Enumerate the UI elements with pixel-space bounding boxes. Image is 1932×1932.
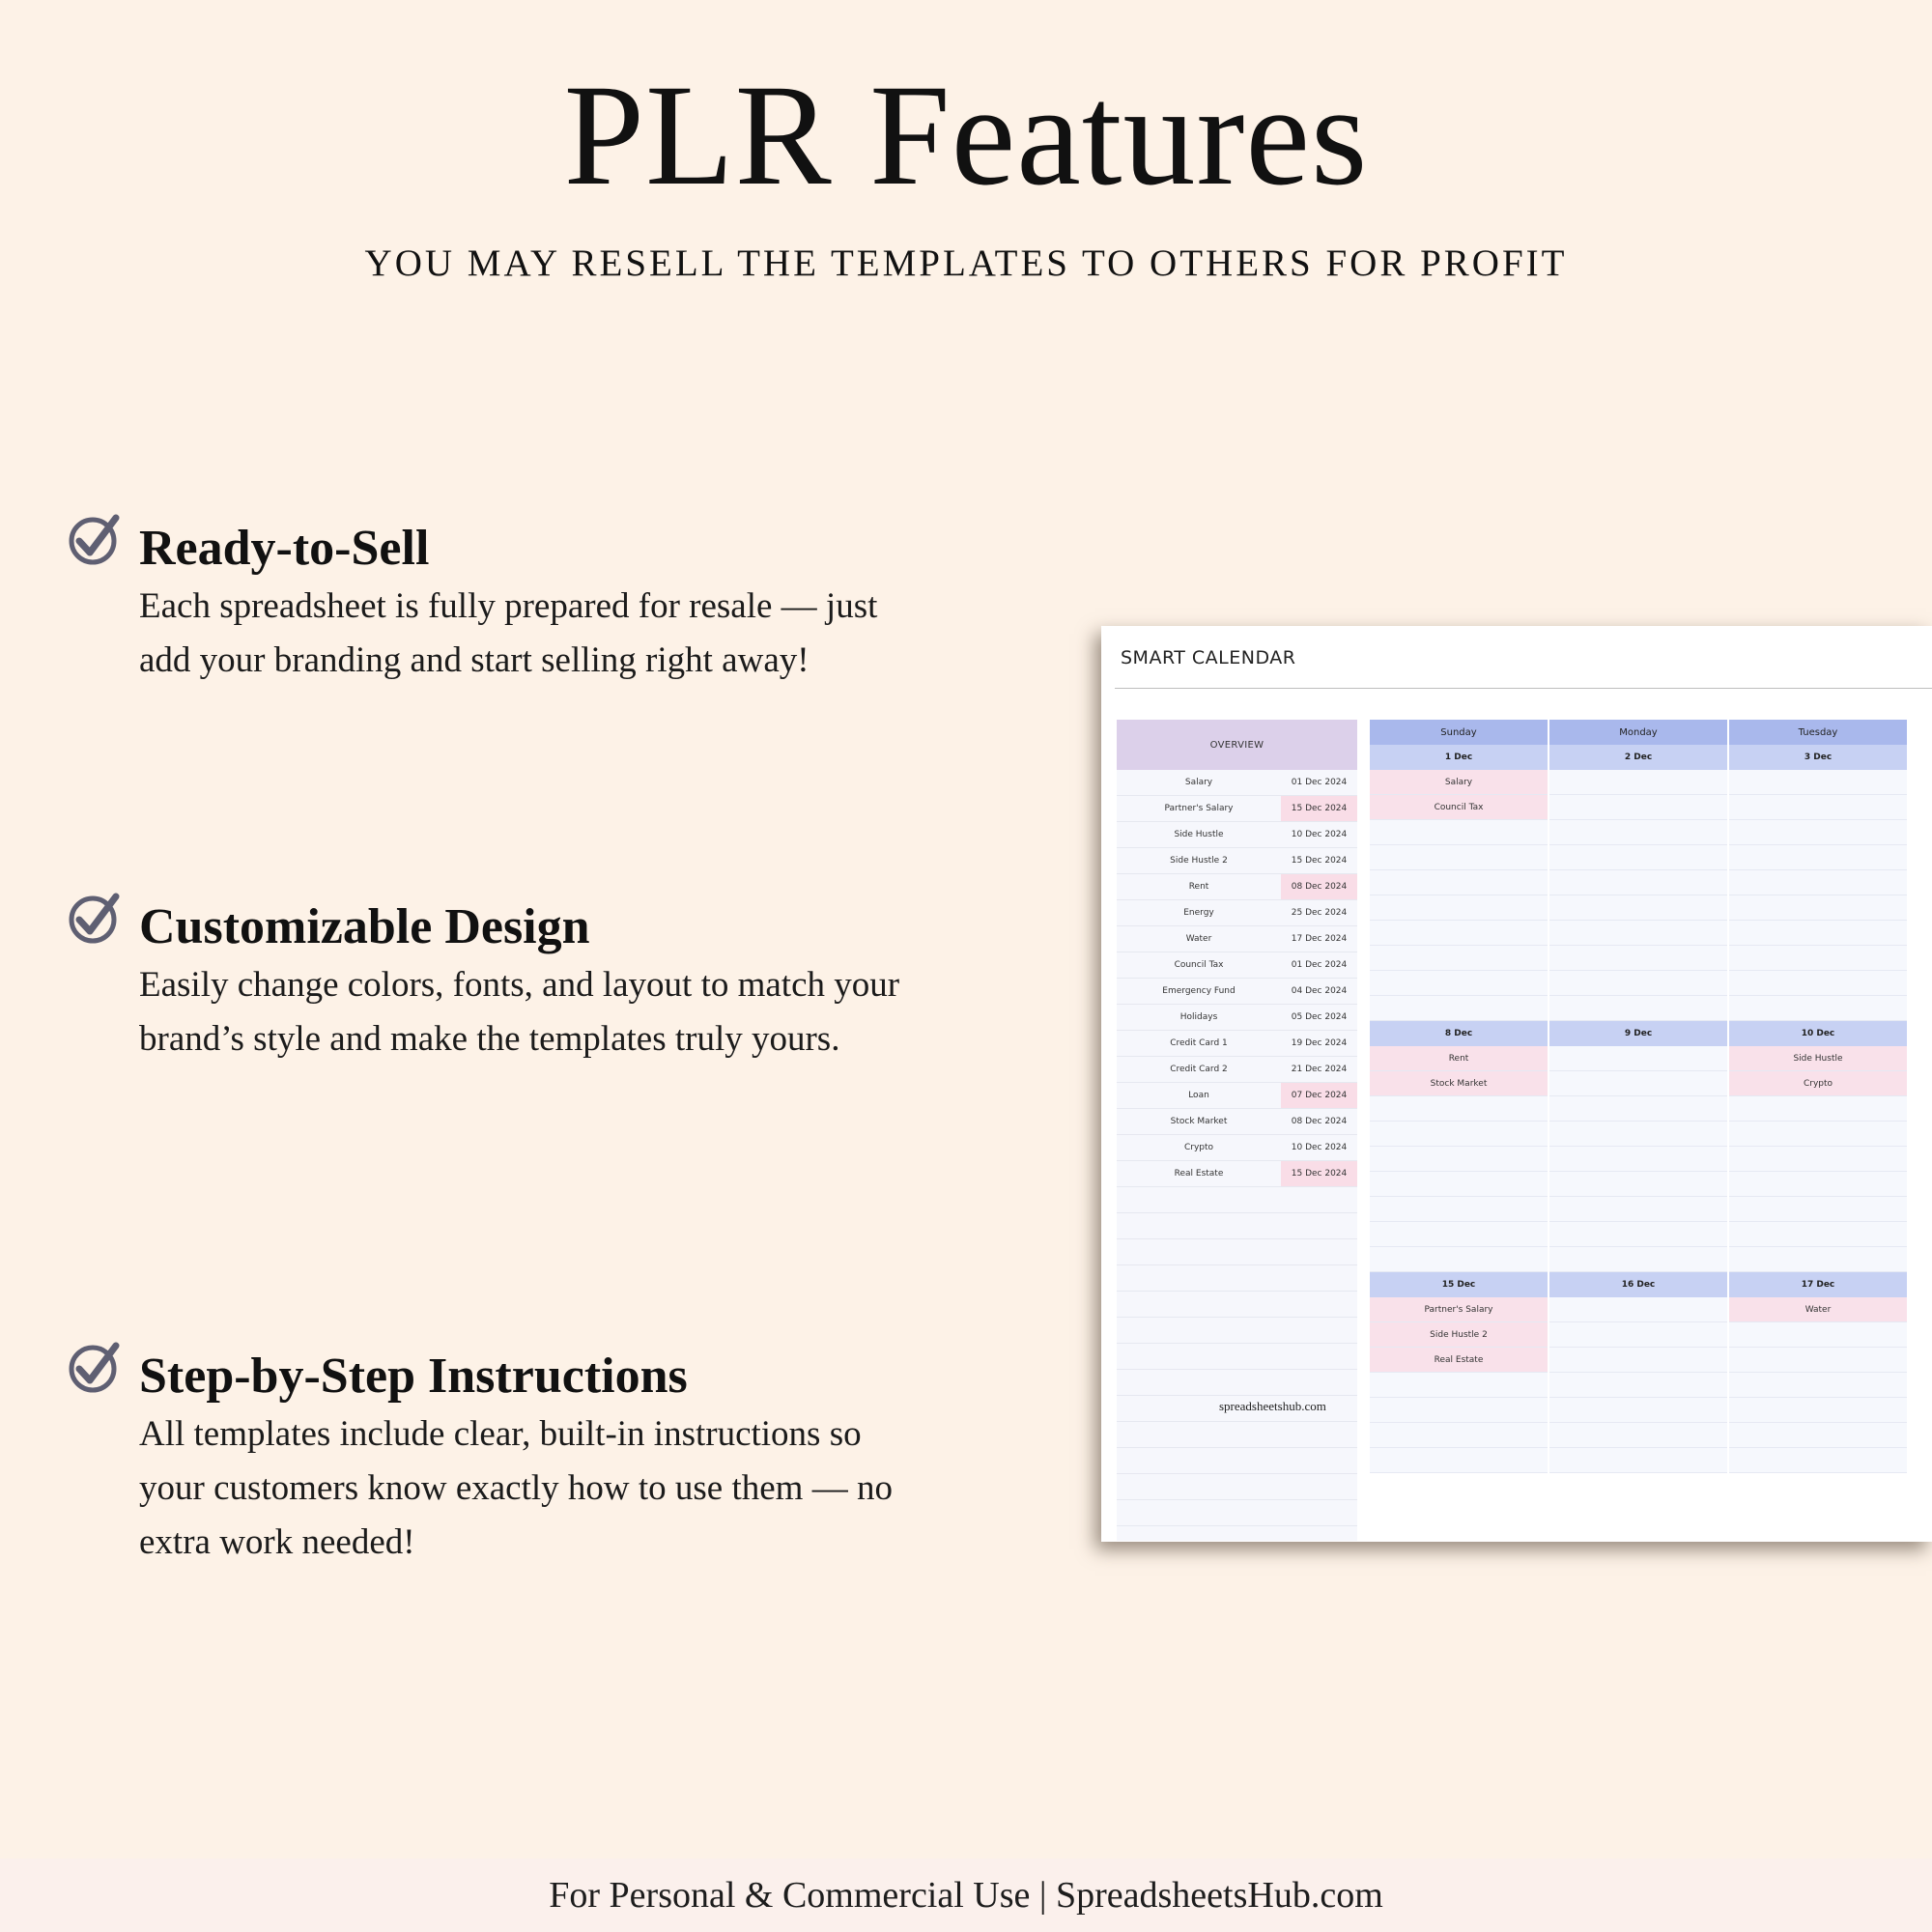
overview-item-name: Credit Card 2 <box>1170 1065 1228 1074</box>
calendar-cell[interactable] <box>1549 1247 1727 1272</box>
calendar-cell[interactable] <box>1729 1222 1907 1247</box>
calendar-cell[interactable] <box>1549 1122 1727 1147</box>
calendar-cell[interactable] <box>1729 1348 1907 1373</box>
calendar-cell[interactable] <box>1370 1222 1548 1247</box>
event-cell[interactable]: Water <box>1729 1297 1907 1322</box>
calendar-cell[interactable] <box>1549 946 1727 971</box>
calendar-cell[interactable] <box>1549 795 1727 820</box>
calendar-cell[interactable] <box>1729 845 1907 870</box>
calendar-cell[interactable] <box>1370 971 1548 996</box>
calendar-cell[interactable] <box>1549 971 1727 996</box>
date-header: 3 Dec <box>1729 745 1907 770</box>
calendar-cell[interactable] <box>1370 1172 1548 1197</box>
overview-empty-row <box>1117 1526 1357 1541</box>
sheet-title: SMART CALENDAR <box>1121 647 1296 668</box>
calendar-cell[interactable] <box>1549 1046 1727 1071</box>
overview-item-date: 08 Dec 2024 <box>1281 874 1357 899</box>
calendar-cell[interactable] <box>1729 1197 1907 1222</box>
overview-item-date: 25 Dec 2024 <box>1291 908 1348 918</box>
overview-empty-row <box>1117 1292 1357 1318</box>
calendar-cell[interactable] <box>1549 1423 1727 1448</box>
overview-item-date: 04 Dec 2024 <box>1291 986 1348 996</box>
overview-empty-row <box>1117 1500 1357 1526</box>
overview-row[interactable] <box>1117 1161 1357 1187</box>
page-subtitle: YOU MAY RESELL THE TEMPLATES TO OTHERS FOR PROFIT <box>364 242 1568 284</box>
overview-item-name: Side Hustle 2 <box>1170 856 1228 866</box>
spreadsheet-preview <box>1101 626 1932 1542</box>
overview-empty-row <box>1117 1448 1357 1474</box>
calendar-cell[interactable] <box>1549 770 1727 795</box>
overview-row[interactable] <box>1117 900 1357 926</box>
feature-description: Easily change colors, fonts, and layout to match your brand’s style and make the templates truly yours. <box>139 965 900 1059</box>
overview-row[interactable] <box>1117 1109 1357 1135</box>
calendar-cell[interactable] <box>1729 1172 1907 1197</box>
overview-header: OVERVIEW <box>1117 720 1357 770</box>
calendar-cell[interactable] <box>1549 1197 1727 1222</box>
calendar-cell[interactable] <box>1729 770 1907 795</box>
calendar-cell[interactable] <box>1549 921 1727 946</box>
calendar-cell[interactable] <box>1549 1322 1727 1348</box>
page-title: PLR Features <box>563 55 1369 215</box>
feature-title: Ready-to-Sell <box>139 521 430 576</box>
date-header: 2 Dec <box>1549 745 1727 770</box>
date-header: 10 Dec <box>1729 1021 1907 1046</box>
overview-item-date: 08 Dec 2024 <box>1291 1117 1348 1126</box>
overview-item-date: 15 Dec 2024 <box>1281 1161 1357 1186</box>
overview-item-name: Holidays <box>1179 1012 1218 1022</box>
calendar-cell[interactable] <box>1370 1122 1548 1147</box>
calendar-cell[interactable] <box>1729 1448 1907 1473</box>
overview-item-date: 10 Dec 2024 <box>1291 1143 1348 1152</box>
calendar-column <box>1370 720 1548 1541</box>
calendar-cell[interactable] <box>1370 1398 1548 1423</box>
event-cell[interactable]: Salary <box>1370 770 1548 795</box>
calendar-cell[interactable] <box>1370 996 1548 1021</box>
overview-item-name: Council Tax <box>1174 960 1224 970</box>
overview-empty-row <box>1117 1187 1357 1213</box>
calendar-cell[interactable] <box>1729 1096 1907 1122</box>
overview-item-name: Crypto <box>1183 1143 1214 1152</box>
feature-description: All templates include clear, built-in instructions so your customers know exactly how to use them — no extra work needed! <box>139 1414 893 1562</box>
calendar-cell[interactable] <box>1729 1322 1907 1348</box>
overview-item-date: 15 Dec 2024 <box>1281 796 1357 821</box>
event-cell[interactable]: Rent <box>1370 1046 1548 1071</box>
event-cell[interactable]: Crypto <box>1729 1071 1907 1096</box>
overview-item-name: Side Hustle <box>1174 830 1224 839</box>
calendar-cell[interactable] <box>1549 1297 1727 1322</box>
calendar-cell[interactable] <box>1549 996 1727 1021</box>
overview-empty-row <box>1117 1265 1357 1292</box>
overview-item-date: 17 Dec 2024 <box>1291 934 1348 944</box>
calendar-cell[interactable] <box>1549 845 1727 870</box>
calendar-cell[interactable] <box>1729 1373 1907 1398</box>
calendar-cell[interactable] <box>1370 895 1548 921</box>
calendar-cell[interactable] <box>1729 795 1907 820</box>
footer: For Personal & Commercial Use | SpreadsheetsHub.com <box>0 1859 1932 1932</box>
calendar-cell[interactable] <box>1370 845 1548 870</box>
overview-row[interactable] <box>1117 822 1357 848</box>
overview-row[interactable] <box>1117 926 1357 952</box>
overview-item-name: Stock Market <box>1170 1117 1228 1126</box>
overview-row[interactable] <box>1117 1031 1357 1057</box>
calendar-cell[interactable] <box>1729 1247 1907 1272</box>
overview-empty-row <box>1117 1239 1357 1265</box>
overview-empty-row <box>1117 1213 1357 1239</box>
calendar-column <box>1729 720 1907 1541</box>
date-header: 16 Dec <box>1549 1272 1727 1297</box>
calendar-cell[interactable] <box>1370 1147 1548 1172</box>
calendar-cell[interactable] <box>1370 921 1548 946</box>
calendar-cell[interactable] <box>1370 1197 1548 1222</box>
feature-title: Customizable Design <box>139 899 590 954</box>
calendar-cell[interactable] <box>1549 1222 1727 1247</box>
overview-row[interactable] <box>1117 1083 1357 1109</box>
overview-row[interactable] <box>1117 848 1357 874</box>
overview-row[interactable] <box>1117 1005 1357 1031</box>
calendar-cell[interactable] <box>1549 820 1727 845</box>
overview-item-name: Energy <box>1183 908 1214 918</box>
overview-item-name: Emergency Fund <box>1162 986 1236 996</box>
day-header: Monday <box>1549 720 1727 745</box>
date-header: 9 Dec <box>1549 1021 1727 1046</box>
calendar-cell[interactable] <box>1549 1348 1727 1373</box>
overview-row[interactable] <box>1117 770 1357 796</box>
check-circle-icon <box>68 1340 122 1394</box>
day-header: Tuesday <box>1729 720 1907 745</box>
calendar-cell[interactable] <box>1729 1147 1907 1172</box>
calendar-cell[interactable] <box>1729 895 1907 921</box>
overview-empty-row <box>1117 1318 1357 1344</box>
calendar-cell[interactable] <box>1729 971 1907 996</box>
calendar-cell[interactable] <box>1370 870 1548 895</box>
overview-empty-row <box>1117 1344 1357 1370</box>
overview-item-date: 10 Dec 2024 <box>1291 830 1348 839</box>
date-header: 1 Dec <box>1370 745 1548 770</box>
calendar-column <box>1549 720 1727 1541</box>
check-circle-icon <box>68 891 122 945</box>
calendar-cell[interactable] <box>1549 1172 1727 1197</box>
overview-item-date: 01 Dec 2024 <box>1291 778 1348 787</box>
calendar-cell[interactable] <box>1370 1423 1548 1448</box>
event-cell[interactable]: Partner's Salary <box>1370 1297 1548 1322</box>
calendar-cell[interactable] <box>1370 820 1548 845</box>
overview-empty-row <box>1117 1422 1357 1448</box>
overview-item-date: 19 Dec 2024 <box>1291 1038 1348 1048</box>
date-header: 17 Dec <box>1729 1272 1907 1297</box>
overview-empty-row <box>1117 1370 1357 1396</box>
calendar-cell[interactable] <box>1370 1096 1548 1122</box>
event-cell[interactable]: Council Tax <box>1370 795 1548 820</box>
date-header: 15 Dec <box>1370 1272 1548 1297</box>
day-header: Sunday <box>1370 720 1548 745</box>
overview-item-date: 15 Dec 2024 <box>1291 856 1348 866</box>
event-cell[interactable]: Side Hustle 2 <box>1370 1322 1548 1348</box>
overview-item-name: Rent <box>1188 882 1209 892</box>
calendar-cell[interactable] <box>1729 946 1907 971</box>
calendar-cell[interactable] <box>1729 870 1907 895</box>
calendar-cell[interactable] <box>1729 996 1907 1021</box>
check-circle-icon <box>68 512 122 566</box>
overview-item-name: Real Estate <box>1174 1169 1224 1179</box>
overview-item-date: 01 Dec 2024 <box>1291 960 1348 970</box>
overview-item-name: Credit Card 1 <box>1170 1038 1228 1048</box>
event-cell[interactable]: Real Estate <box>1370 1348 1548 1373</box>
feature-title: Step-by-Step Instructions <box>139 1349 688 1404</box>
overview-item-date: 21 Dec 2024 <box>1291 1065 1348 1074</box>
calendar-cell[interactable] <box>1549 1096 1727 1122</box>
calendar-cell[interactable] <box>1549 1398 1727 1423</box>
overview-row[interactable] <box>1117 796 1357 822</box>
calendar-cell[interactable] <box>1549 1373 1727 1398</box>
calendar-cell[interactable] <box>1549 895 1727 921</box>
calendar-cell[interactable] <box>1549 1448 1727 1473</box>
overview-item-name: Loan <box>1188 1091 1209 1100</box>
overview-empty-row <box>1117 1474 1357 1500</box>
calendar-cell[interactable] <box>1370 946 1548 971</box>
overview-row[interactable] <box>1117 952 1357 979</box>
feature-description: Each spreadsheet is fully prepared for resale — just add your branding and start selling right away! <box>139 586 878 680</box>
overview-panel <box>1117 720 1357 1541</box>
overview-row[interactable] <box>1117 874 1357 900</box>
overview-item-date: 07 Dec 2024 <box>1281 1083 1357 1108</box>
calendar-cell[interactable] <box>1729 1423 1907 1448</box>
event-cell[interactable]: Side Hustle <box>1729 1046 1907 1071</box>
overview-row[interactable] <box>1117 1135 1357 1161</box>
calendar-cell[interactable] <box>1370 1448 1548 1473</box>
divider <box>1115 688 1932 689</box>
overview-item-name: Salary <box>1184 778 1213 787</box>
overview-row[interactable] <box>1117 979 1357 1005</box>
calendar-cell[interactable] <box>1549 1147 1727 1172</box>
calendar-cell[interactable] <box>1729 921 1907 946</box>
event-cell[interactable]: Stock Market <box>1370 1071 1548 1096</box>
watermark: spreadsheetshub.com <box>1219 1399 1326 1413</box>
overview-row[interactable] <box>1117 1057 1357 1083</box>
calendar-cell[interactable] <box>1729 820 1907 845</box>
overview-item-name: Partner's Salary <box>1164 804 1234 813</box>
date-header: 8 Dec <box>1370 1021 1548 1046</box>
overview-item-name: Water <box>1185 934 1212 944</box>
overview-item-date: 05 Dec 2024 <box>1291 1012 1348 1022</box>
calendar-cell[interactable] <box>1729 1398 1907 1423</box>
calendar-cell[interactable] <box>1549 870 1727 895</box>
calendar-cell[interactable] <box>1729 1122 1907 1147</box>
calendar-cell[interactable] <box>1370 1373 1548 1398</box>
calendar-cell[interactable] <box>1370 1247 1548 1272</box>
calendar-grid <box>1370 720 1932 1541</box>
calendar-cell[interactable] <box>1549 1071 1727 1096</box>
